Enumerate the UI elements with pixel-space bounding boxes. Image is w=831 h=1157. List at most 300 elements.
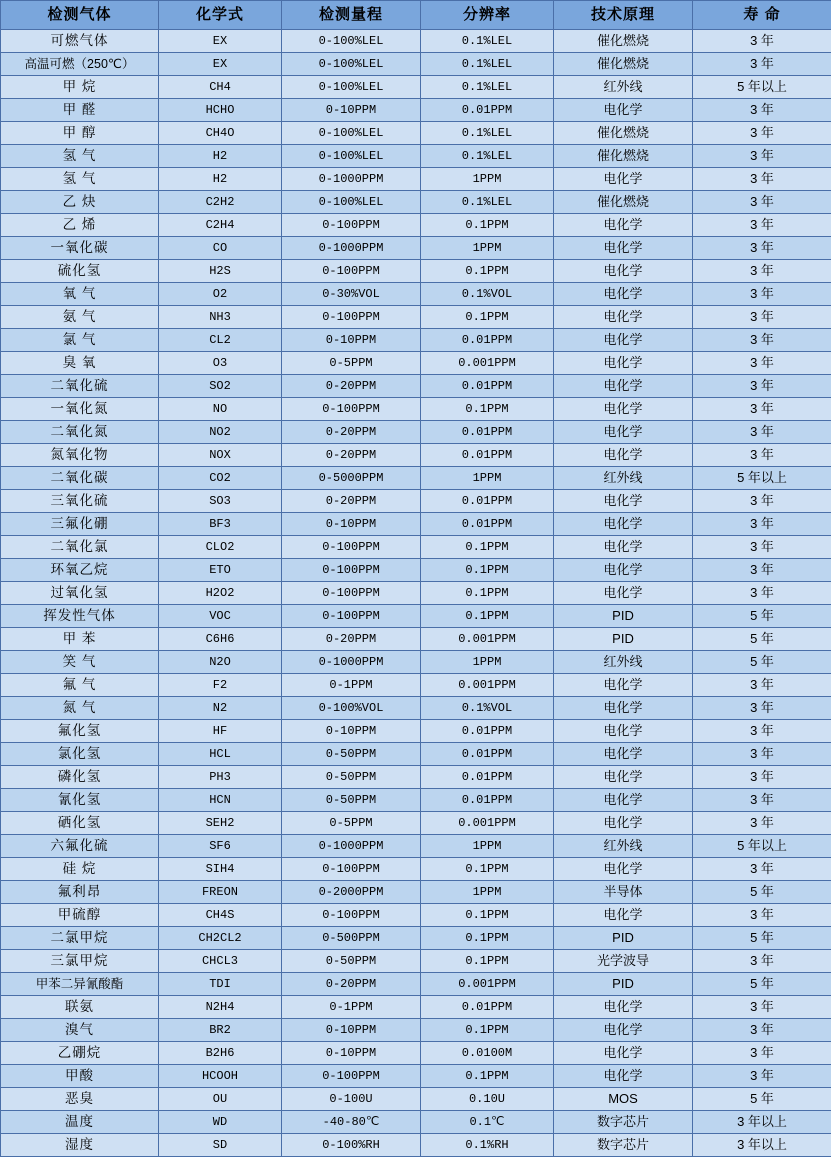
cell-life: 3 年 [693,283,831,306]
cell-principle: PID [554,628,693,651]
cell-res: 0.1PPM [421,605,554,628]
cell-formula: NO [159,398,282,421]
cell-life: 3 年 [693,950,831,973]
table-row [1,674,831,697]
cell-res: 0.10U [421,1088,554,1111]
cell-life: 3 年 [693,536,831,559]
cell-life: 3 年 [693,398,831,421]
cell-name: 可燃气体 [1,30,159,53]
cell-range: 0-50PPM [282,950,421,973]
cell-res: 0.01PPM [421,490,554,513]
cell-res: 0.001PPM [421,628,554,651]
cell-principle: 电化学 [554,858,693,881]
cell-principle: 电化学 [554,398,693,421]
table-row [1,444,831,467]
cell-name: 乙 炔 [1,191,159,214]
table-row [1,904,831,927]
cell-life: 3 年 [693,145,831,168]
cell-range: 0-100%LEL [282,145,421,168]
cell-principle: 电化学 [554,1019,693,1042]
cell-range: 0-1PPM [282,674,421,697]
table-row [1,214,831,237]
cell-range: 0-30%VOL [282,283,421,306]
cell-res: 0.1%VOL [421,283,554,306]
cell-res: 0.01PPM [421,421,554,444]
cell-formula: N2O [159,651,282,674]
cell-formula: H2 [159,168,282,191]
cell-range: -40-80℃ [282,1111,421,1134]
cell-name: 环氧乙烷 [1,559,159,582]
cell-res: 1PPM [421,168,554,191]
cell-name: 硫化氢 [1,260,159,283]
cell-principle: 红外线 [554,651,693,674]
cell-life: 5 年 [693,927,831,950]
cell-name: 温度 [1,1111,159,1134]
cell-range: 0-20PPM [282,490,421,513]
table-row [1,536,831,559]
cell-life: 3 年 [693,260,831,283]
cell-res: 0.01PPM [421,513,554,536]
table-row [1,306,831,329]
cell-name: 过氧化氢 [1,582,159,605]
cell-name: 氰化氢 [1,789,159,812]
cell-formula: SD [159,1134,282,1157]
cell-range: 0-20PPM [282,444,421,467]
cell-principle: 电化学 [554,536,693,559]
cell-res: 0.1PPM [421,904,554,927]
cell-res: 1PPM [421,467,554,490]
table-row [1,283,831,306]
cell-res: 0.1PPM [421,536,554,559]
cell-life: 3 年 [693,812,831,835]
cell-name: 恶臭 [1,1088,159,1111]
cell-range: 0-50PPM [282,766,421,789]
cell-range: 0-100PPM [282,260,421,283]
cell-range: 0-1000PPM [282,237,421,260]
cell-life: 3 年 [693,674,831,697]
cell-formula: HF [159,720,282,743]
table-row [1,237,831,260]
cell-life: 3 年 [693,329,831,352]
cell-life: 3 年 [693,214,831,237]
cell-res: 0.01PPM [421,720,554,743]
cell-name: 高温可燃（250℃） [1,53,159,76]
table-row [1,53,831,76]
cell-principle: 催化燃烧 [554,191,693,214]
cell-formula: H2S [159,260,282,283]
cell-formula: BF3 [159,513,282,536]
table-row [1,260,831,283]
cell-name: 联氨 [1,996,159,1019]
cell-formula: HCL [159,743,282,766]
cell-res: 0.01PPM [421,789,554,812]
cell-principle: 电化学 [554,237,693,260]
cell-name: 二氯甲烷 [1,927,159,950]
cell-formula: EX [159,30,282,53]
cell-formula: NOX [159,444,282,467]
cell-res: 0.0100M [421,1042,554,1065]
cell-principle: 电化学 [554,283,693,306]
table-row [1,697,831,720]
cell-principle: 电化学 [554,490,693,513]
table-row [1,1088,831,1111]
cell-formula: NH3 [159,306,282,329]
cell-formula: SF6 [159,835,282,858]
table-row [1,1065,831,1088]
cell-formula: TDI [159,973,282,996]
cell-principle: 半导体 [554,881,693,904]
cell-life: 3 年以上 [693,1134,831,1157]
cell-name: 甲 苯 [1,628,159,651]
cell-name: 三氧化硫 [1,490,159,513]
cell-formula: FREON [159,881,282,904]
cell-principle: 光学波导 [554,950,693,973]
cell-range: 0-100%LEL [282,122,421,145]
cell-range: 0-100PPM [282,214,421,237]
table-row [1,766,831,789]
cell-principle: PID [554,927,693,950]
cell-range: 0-100%LEL [282,76,421,99]
cell-life: 3 年 [693,444,831,467]
table-header [1,1,831,30]
cell-range: 0-100PPM [282,306,421,329]
cell-res: 0.1PPM [421,398,554,421]
table-row [1,743,831,766]
cell-name: 挥发性气体 [1,605,159,628]
table-row [1,1111,831,1134]
cell-principle: 电化学 [554,513,693,536]
cell-principle: 电化学 [554,99,693,122]
cell-life: 3 年 [693,1042,831,1065]
cell-life: 3 年以上 [693,1111,831,1134]
table-row [1,881,831,904]
cell-life: 3 年 [693,30,831,53]
cell-res: 0.1PPM [421,927,554,950]
cell-life: 3 年 [693,375,831,398]
cell-formula: O3 [159,352,282,375]
cell-life: 3 年 [693,582,831,605]
cell-life: 3 年 [693,513,831,536]
cell-formula: SIH4 [159,858,282,881]
cell-name: 六氟化硫 [1,835,159,858]
cell-life: 3 年 [693,858,831,881]
table-row [1,490,831,513]
cell-name: 二氧化碳 [1,467,159,490]
table-row [1,1042,831,1065]
cell-life: 3 年 [693,904,831,927]
cell-formula: OU [159,1088,282,1111]
cell-life: 3 年 [693,421,831,444]
cell-life: 3 年 [693,352,831,375]
table-row [1,973,831,996]
cell-name: 氮 气 [1,697,159,720]
cell-life: 3 年 [693,191,831,214]
column-header-resolution: 分辨率 [421,1,554,30]
table-row [1,145,831,168]
table-row [1,858,831,881]
cell-life: 5 年 [693,651,831,674]
cell-formula: CHCL3 [159,950,282,973]
cell-formula: PH3 [159,766,282,789]
cell-res: 1PPM [421,881,554,904]
cell-res: 0.1%LEL [421,191,554,214]
cell-res: 0.01PPM [421,99,554,122]
cell-principle: 电化学 [554,168,693,191]
cell-formula: N2 [159,697,282,720]
cell-res: 1PPM [421,651,554,674]
cell-res: 0.001PPM [421,973,554,996]
column-header-gas: 检测气体 [1,1,159,30]
cell-name: 氨 气 [1,306,159,329]
cell-principle: PID [554,605,693,628]
table-row [1,168,831,191]
cell-res: 0.1PPM [421,1019,554,1042]
cell-range: 0-100%LEL [282,53,421,76]
cell-life: 3 年 [693,1019,831,1042]
cell-formula: CH4 [159,76,282,99]
cell-principle: 电化学 [554,674,693,697]
cell-principle: 电化学 [554,697,693,720]
cell-range: 0-100PPM [282,398,421,421]
cell-range: 0-100%RH [282,1134,421,1157]
cell-res: 0.1PPM [421,950,554,973]
cell-principle: 数字芯片 [554,1134,693,1157]
cell-principle: 电化学 [554,421,693,444]
table-body [1,30,831,1157]
table-row [1,628,831,651]
cell-formula: C2H4 [159,214,282,237]
cell-formula: CH4O [159,122,282,145]
cell-life: 3 年 [693,996,831,1019]
cell-principle: 电化学 [554,743,693,766]
cell-formula: VOC [159,605,282,628]
cell-range: 0-100PPM [282,559,421,582]
table-row [1,76,831,99]
cell-name: 甲 烷 [1,76,159,99]
cell-res: 1PPM [421,835,554,858]
cell-res: 0.1PPM [421,214,554,237]
table-row [1,99,831,122]
cell-formula: SEH2 [159,812,282,835]
cell-life: 3 年 [693,559,831,582]
cell-name: 氢 气 [1,145,159,168]
cell-principle: 电化学 [554,214,693,237]
cell-principle: MOS [554,1088,693,1111]
cell-range: 0-100PPM [282,904,421,927]
cell-range: 0-10PPM [282,1042,421,1065]
cell-principle: 电化学 [554,904,693,927]
column-header-range: 检测量程 [282,1,421,30]
cell-name: 笑 气 [1,651,159,674]
cell-formula: HCOOH [159,1065,282,1088]
cell-res: 0.1PPM [421,1065,554,1088]
cell-res: 0.1%VOL [421,697,554,720]
cell-range: 0-1000PPM [282,651,421,674]
cell-formula: SO3 [159,490,282,513]
cell-name: 一氧化碳 [1,237,159,260]
cell-name: 硒化氢 [1,812,159,835]
column-header-formula: 化学式 [159,1,282,30]
cell-name: 二氧化硫 [1,375,159,398]
table-header-row [1,1,831,30]
table-row [1,375,831,398]
cell-range: 0-20PPM [282,375,421,398]
cell-range: 0-100PPM [282,536,421,559]
cell-life: 3 年 [693,168,831,191]
table-row [1,352,831,375]
cell-life: 5 年以上 [693,835,831,858]
cell-range: 0-20PPM [282,973,421,996]
cell-principle: 电化学 [554,812,693,835]
cell-name: 磷化氢 [1,766,159,789]
cell-range: 0-100PPM [282,605,421,628]
cell-principle: 电化学 [554,306,693,329]
column-header-lifetime: 寿 命 [693,1,831,30]
cell-range: 0-100PPM [282,582,421,605]
cell-name: 乙 烯 [1,214,159,237]
cell-res: 0.001PPM [421,674,554,697]
cell-life: 5 年 [693,605,831,628]
table-row [1,950,831,973]
cell-res: 0.1PPM [421,559,554,582]
cell-formula: WD [159,1111,282,1134]
cell-range: 0-2000PPM [282,881,421,904]
cell-principle: 电化学 [554,559,693,582]
cell-name: 湿度 [1,1134,159,1157]
table-row [1,651,831,674]
table-row [1,996,831,1019]
cell-principle: 红外线 [554,76,693,99]
table-row [1,1019,831,1042]
cell-res: 0.1%RH [421,1134,554,1157]
cell-range: 0-100PPM [282,858,421,881]
cell-range: 0-100%LEL [282,30,421,53]
cell-principle: 电化学 [554,789,693,812]
cell-res: 0.01PPM [421,743,554,766]
cell-life: 3 年 [693,306,831,329]
cell-range: 0-1PPM [282,996,421,1019]
cell-life: 5 年以上 [693,76,831,99]
cell-formula: C2H2 [159,191,282,214]
cell-formula: B2H6 [159,1042,282,1065]
table-row [1,605,831,628]
table-row [1,789,831,812]
cell-range: 0-5000PPM [282,467,421,490]
cell-life: 3 年 [693,53,831,76]
cell-range: 0-50PPM [282,743,421,766]
cell-name: 甲 醇 [1,122,159,145]
cell-life: 3 年 [693,237,831,260]
cell-principle: 电化学 [554,582,693,605]
cell-life: 5 年以上 [693,467,831,490]
cell-life: 5 年 [693,881,831,904]
cell-principle: 红外线 [554,467,693,490]
cell-range: 0-1000PPM [282,835,421,858]
cell-principle: 电化学 [554,1042,693,1065]
cell-name: 臭 氧 [1,352,159,375]
cell-formula: C6H6 [159,628,282,651]
cell-range: 0-10PPM [282,329,421,352]
cell-range: 0-20PPM [282,628,421,651]
cell-name: 硅 烷 [1,858,159,881]
cell-range: 0-1000PPM [282,168,421,191]
cell-name: 二氧化氯 [1,536,159,559]
table-row [1,835,831,858]
cell-life: 3 年 [693,720,831,743]
cell-life: 3 年 [693,490,831,513]
cell-range: 0-100PPM [282,1065,421,1088]
cell-principle: 电化学 [554,352,693,375]
cell-res: 0.1PPM [421,582,554,605]
cell-range: 0-100U [282,1088,421,1111]
cell-name: 氮氧化物 [1,444,159,467]
table-row [1,421,831,444]
cell-life: 3 年 [693,99,831,122]
cell-principle: 催化燃烧 [554,53,693,76]
cell-res: 0.01PPM [421,375,554,398]
cell-name: 氯化氢 [1,743,159,766]
cell-res: 0.1℃ [421,1111,554,1134]
table-row [1,927,831,950]
cell-res: 1PPM [421,237,554,260]
cell-range: 0-5PPM [282,352,421,375]
cell-res: 0.01PPM [421,444,554,467]
cell-res: 0.1PPM [421,306,554,329]
cell-name: 氯 气 [1,329,159,352]
cell-principle: 电化学 [554,444,693,467]
cell-range: 0-10PPM [282,1019,421,1042]
cell-principle: PID [554,973,693,996]
cell-formula: CH2CL2 [159,927,282,950]
table-row [1,582,831,605]
cell-name: 三氯甲烷 [1,950,159,973]
cell-name: 甲硫醇 [1,904,159,927]
cell-name: 二氧化氮 [1,421,159,444]
cell-formula: SO2 [159,375,282,398]
cell-formula: CL2 [159,329,282,352]
cell-res: 0.001PPM [421,812,554,835]
cell-range: 0-20PPM [282,421,421,444]
cell-range: 0-50PPM [282,789,421,812]
cell-formula: CH4S [159,904,282,927]
cell-res: 0.1%LEL [421,145,554,168]
cell-formula: CO2 [159,467,282,490]
cell-life: 3 年 [693,766,831,789]
cell-res: 0.1%LEL [421,30,554,53]
table-row [1,398,831,421]
cell-principle: 催化燃烧 [554,145,693,168]
cell-life: 5 年 [693,628,831,651]
cell-res: 0.1%LEL [421,53,554,76]
cell-name: 氟化氢 [1,720,159,743]
cell-principle: 电化学 [554,375,693,398]
cell-name: 三氟化硼 [1,513,159,536]
cell-formula: N2H4 [159,996,282,1019]
cell-life: 3 年 [693,1065,831,1088]
table-row [1,720,831,743]
cell-life: 3 年 [693,789,831,812]
cell-formula: CLO2 [159,536,282,559]
cell-res: 0.01PPM [421,766,554,789]
cell-formula: H2 [159,145,282,168]
cell-range: 0-100%LEL [282,191,421,214]
cell-res: 0.01PPM [421,996,554,1019]
column-header-principle: 技术原理 [554,1,693,30]
cell-name: 甲 醛 [1,99,159,122]
cell-principle: 电化学 [554,996,693,1019]
cell-res: 0.1%LEL [421,122,554,145]
cell-name: 氧 气 [1,283,159,306]
